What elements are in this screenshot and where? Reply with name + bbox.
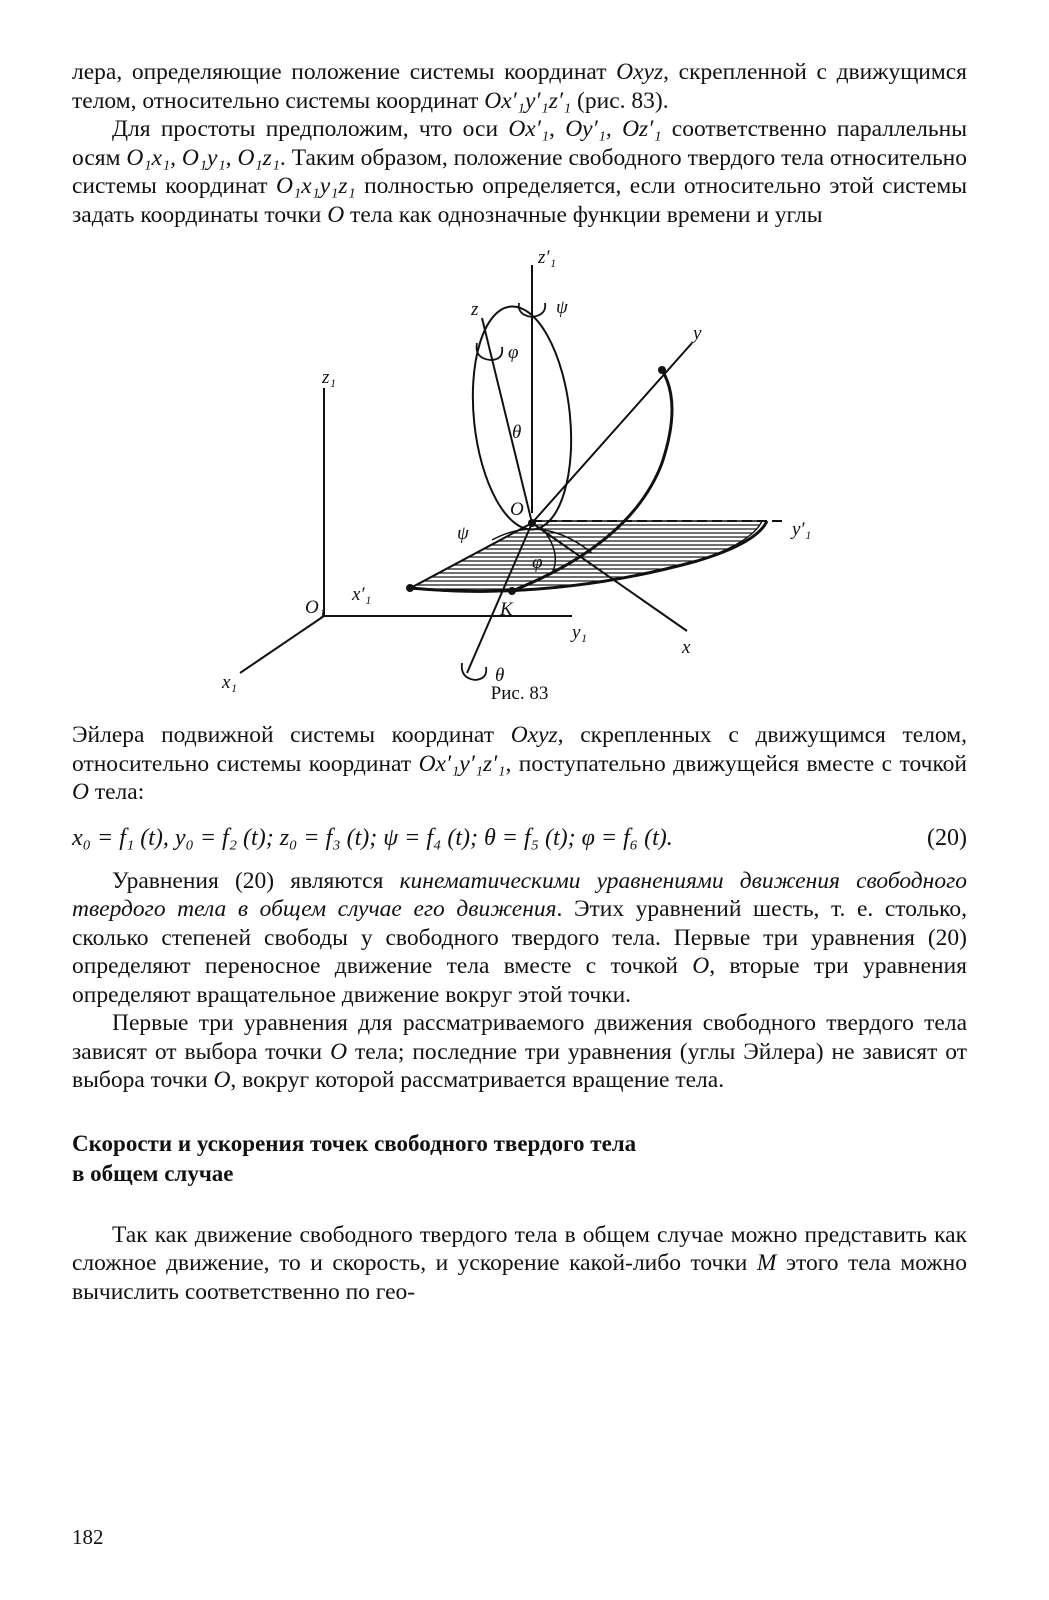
text: , вторые три уравнения определяют вращательное движение вокруг этой точки.	[72, 953, 967, 1008]
label-x1: x₁	[222, 672, 238, 693]
math: Ox′₁, Oy′₁, Oz′₁	[508, 116, 662, 142]
page-body	[72, 58, 967, 1306]
label-x: x	[682, 637, 691, 658]
z-axis	[482, 318, 532, 523]
text: . Таким образом, положение свободного твердого тела относительно системы координат	[72, 144, 967, 199]
label-z1p: z′₁	[538, 247, 557, 268]
label-phi-low: φ	[532, 552, 543, 573]
label-O: O	[510, 499, 524, 520]
math: O₁x₁y₁z₁	[275, 173, 356, 199]
label-y1p: y′₁	[792, 519, 812, 540]
paragraph-5	[72, 1009, 967, 1095]
y-axis	[532, 343, 692, 523]
label-x1p: x′₁	[352, 584, 372, 605]
math: O₁x₁, O₁y₁, O₁z₁	[126, 144, 280, 171]
text: тела; последние три уравнения (углы Эйлера) не зависят от выбора точки	[72, 1038, 967, 1093]
label-y1: y₁	[572, 622, 588, 643]
text: лера, определяющие положение системы координат	[72, 59, 617, 85]
heading-line-2: в общем случае	[72, 1160, 234, 1186]
text: , скрепленной с движущимся телом, относительно системы координат	[72, 59, 967, 114]
equation-number: (20)	[927, 824, 967, 851]
figure-83	[72, 243, 967, 713]
text: Так как движение свободного твердого тела в общем случае можно представить как сложное движение, то и скорость, и ускорение какой-либо точки	[72, 1221, 967, 1276]
equation-20	[72, 821, 967, 861]
label-theta-mid: θ	[512, 422, 522, 443]
paragraph-1	[72, 58, 967, 115]
math: Oxyz	[616, 59, 664, 85]
point-K	[508, 587, 516, 595]
math: O	[213, 1067, 231, 1093]
paragraph-3	[72, 721, 967, 807]
math: Oxyz	[510, 722, 558, 748]
section-heading	[72, 1129, 967, 1189]
text: тела:	[88, 779, 145, 805]
label-z1: z₁	[322, 367, 336, 388]
label-y: y	[693, 323, 702, 344]
text: Уравнения (20) являются	[112, 867, 400, 894]
equation-text: x₀ = f₁ (t), y₀ = f₂ (t); z₀ = f₃ (t); ψ = f₄ (t); θ = f₅ (t); φ = f₆ (t).	[72, 824, 673, 851]
label-psi-low: ψ	[457, 523, 469, 544]
text: (рис. 83).	[571, 87, 669, 114]
math: O	[330, 1038, 348, 1065]
text: этого тела можно вычислить соответственно по гео-	[72, 1250, 967, 1305]
label-phi-top: φ	[508, 342, 519, 363]
label-theta-low: θ	[495, 665, 505, 686]
point-O	[528, 519, 536, 527]
paragraph-4	[72, 867, 967, 1010]
text: Первые три уравнения для рассматриваемого движения свободного твердого тела зависят от выбора точки	[72, 1010, 967, 1065]
heading-line-1: Скорости и ускорения точек свободного твердого тела	[72, 1130, 637, 1156]
text: Для простоты предположим, что оси	[112, 116, 509, 142]
label-O1: O₁	[305, 597, 326, 618]
math: M	[756, 1250, 777, 1276]
math: Ox′₁y′₁z′₁	[484, 87, 572, 114]
x1-axis	[240, 616, 324, 673]
label-z: z	[471, 299, 479, 320]
math: Ox′₁y′₁z′₁	[418, 750, 506, 777]
math: O	[72, 779, 89, 805]
text: , скрепленных с движущимся телом, относительно системы координат	[72, 722, 967, 777]
euler-angles-diagram	[72, 243, 967, 713]
math: O	[327, 201, 345, 228]
paragraph-6	[72, 1221, 967, 1307]
point-y	[658, 366, 666, 374]
text: , вокруг которой рассматривается вращение тела.	[230, 1067, 725, 1093]
text: тела как однозначные функции времени и углы	[344, 201, 823, 228]
text: Эйлера подвижной системы координат	[72, 722, 511, 748]
text: , поступательно движущейся вместе с точкой	[505, 750, 967, 777]
point-x1p	[406, 584, 414, 592]
math: O	[692, 953, 710, 979]
text: полностью определяется, если относительно этой системы задать координаты точки	[72, 173, 967, 228]
text: соответственно параллельны осям	[72, 116, 967, 171]
emphasis: кинематическими уравнениями движения свободного твердого тела в общем случае его движения	[72, 867, 967, 922]
figure-caption: Рис. 83	[490, 683, 549, 704]
label-K: K	[500, 599, 513, 620]
theta-rotation-arrow	[462, 663, 487, 680]
page-number: 182	[72, 1525, 104, 1549]
label-psi-top: ψ	[556, 297, 568, 318]
paragraph-2	[72, 115, 967, 229]
text: . Этих уравнений шесть, т. е. столько, сколько степеней свободы у свободного твердого тела. Первые три уравнения (20) определяют переносное движение тела вместе с точкой	[72, 896, 967, 979]
